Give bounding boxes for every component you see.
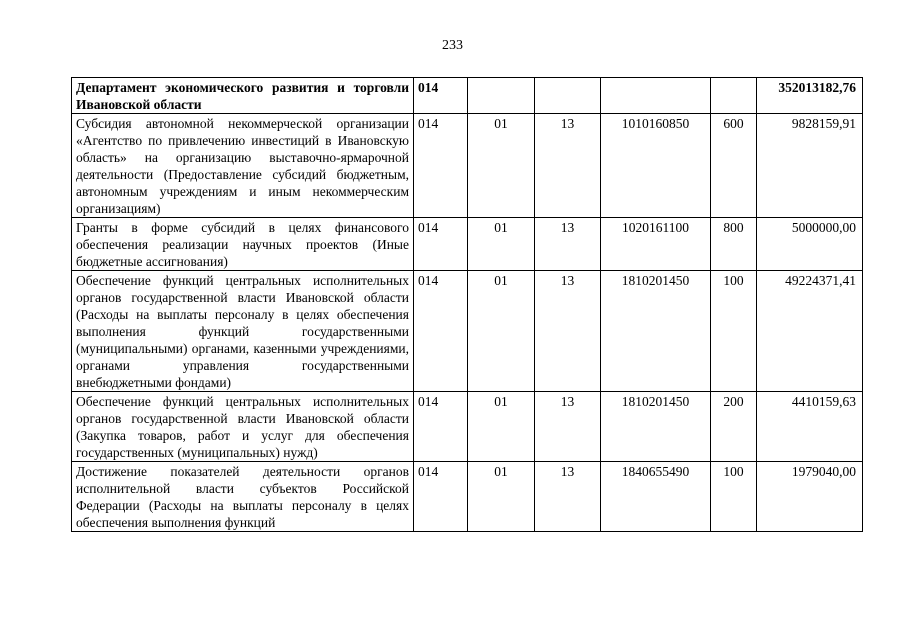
ministry-code-cell: 014: [414, 462, 468, 532]
subsection-code-cell: 13: [535, 462, 601, 532]
table-row: [72, 114, 863, 218]
ministry-code-cell: 014: [414, 114, 468, 218]
table-row: [72, 78, 863, 114]
expense-type-cell: 100: [711, 462, 757, 532]
expense-name-cell: Субсидия автономной некоммерческой организации «Агентство по привлечению инвестиций в Ивановскую область» на организацию выставочно-ярмарочной деятельности (Предоставление субсидий бюджетным, автономным учреждениям и иным некоммерческим организациям): [72, 114, 414, 218]
table-row: [72, 462, 863, 532]
section-code-cell: 01: [468, 218, 535, 271]
subsection-code-cell: 13: [535, 114, 601, 218]
subsection-code-cell: 13: [535, 271, 601, 392]
expense-type-cell: 600: [711, 114, 757, 218]
expense-name-cell: Обеспечение функций центральных исполнительных органов государственной власти Ивановской области (Расходы на выплаты персоналу в целях обеспечения выполнения функций государственными (муниципальными) органами, казенными учреждениями, органами управления государственными внебюджетными фондами): [72, 271, 414, 392]
section-code-cell: 01: [468, 271, 535, 392]
amount-cell: 5000000,00: [757, 218, 863, 271]
section-code-cell: 01: [468, 462, 535, 532]
ministry-code-cell: 014: [414, 78, 468, 114]
target-article-cell: [601, 78, 711, 114]
table-row: [72, 392, 863, 462]
expense-name-cell: Достижение показателей деятельности органов исполнительной власти субъектов Российской Федерации (Расходы на выплаты персоналу в целях обеспечения выполнения функций: [72, 462, 414, 532]
target-article-cell: 1010160850: [601, 114, 711, 218]
expense-type-cell: 800: [711, 218, 757, 271]
expense-name-cell: Гранты в форме субсидий в целях финансового обеспечения реализации научных проектов (Иные бюджетные ассигнования): [72, 218, 414, 271]
ministry-code-cell: 014: [414, 271, 468, 392]
page-number: 233: [442, 38, 463, 53]
subsection-code-cell: 13: [535, 218, 601, 271]
budget-table: [71, 77, 863, 532]
amount-cell: 1979040,00: [757, 462, 863, 532]
expense-type-cell: [711, 78, 757, 114]
subsection-code-cell: [535, 78, 601, 114]
amount-cell: 352013182,76: [757, 78, 863, 114]
expense-type-cell: 200: [711, 392, 757, 462]
amount-cell: 9828159,91: [757, 114, 863, 218]
target-article-cell: 1810201450: [601, 392, 711, 462]
amount-cell: 4410159,63: [757, 392, 863, 462]
ministry-code-cell: 014: [414, 392, 468, 462]
target-article-cell: 1810201450: [601, 271, 711, 392]
budget-table-body: [72, 78, 863, 532]
expense-name-cell: Департамент экономического развития и торговли Ивановской области: [72, 78, 414, 114]
expense-name-cell: Обеспечение функций центральных исполнительных органов государственной власти Ивановской области (Закупка товаров, работ и услуг для обеспечения государственных (муниципальных) нужд): [72, 392, 414, 462]
ministry-code-cell: 014: [414, 218, 468, 271]
subsection-code-cell: 13: [535, 392, 601, 462]
amount-cell: 49224371,41: [757, 271, 863, 392]
target-article-cell: 1020161100: [601, 218, 711, 271]
table-row: [72, 218, 863, 271]
section-code-cell: 01: [468, 392, 535, 462]
target-article-cell: 1840655490: [601, 462, 711, 532]
expense-type-cell: 100: [711, 271, 757, 392]
section-code-cell: [468, 78, 535, 114]
section-code-cell: 01: [468, 114, 535, 218]
table-row: [72, 271, 863, 392]
